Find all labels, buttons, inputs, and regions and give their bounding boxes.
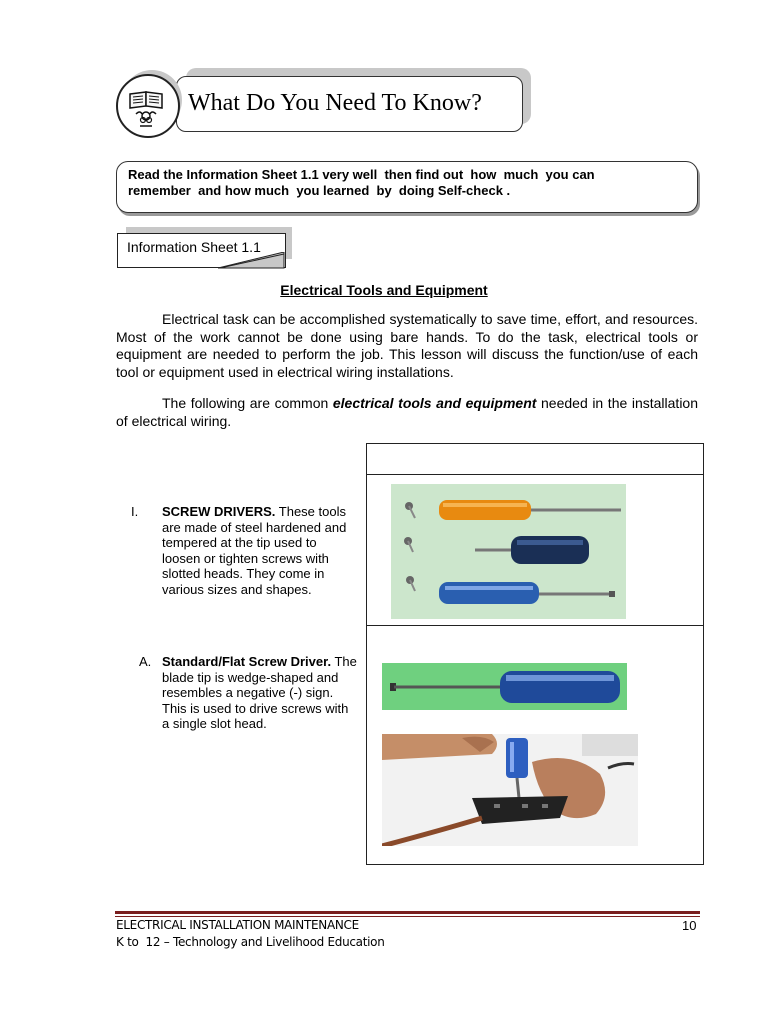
table-row-divider	[366, 474, 704, 475]
flat-screwdriver-photo	[382, 663, 627, 710]
screwdriver-usage-photo	[382, 734, 638, 846]
page-title: What Do You Need To Know?	[188, 90, 482, 116]
item-heading: Standard/Flat Screw Driver.	[162, 654, 332, 669]
page-number: 10	[682, 918, 697, 933]
common-tools-paragraph	[116, 395, 698, 430]
section-title: Electrical Tools and Equipment	[280, 282, 488, 298]
item-body: These tools are made of steel hardened and tempered at the tip used to loosen or tighten screws with slotted heads. They come in various sizes and shapes.	[162, 504, 347, 597]
item-marker: A.	[139, 654, 152, 669]
reading-person-icon	[116, 74, 180, 138]
screw-drivers-description	[162, 504, 358, 597]
instruction-text	[128, 167, 688, 199]
item-body: The blade tip is wedge-shaped and resembles a negative (-) sign. This is used to drive screws with a single slot head.	[162, 654, 357, 731]
footer-rule	[115, 916, 700, 917]
instruction-line-2: remember and how much you learned by doing Self-check .	[128, 183, 511, 198]
table-row-divider	[366, 625, 704, 626]
flat-screwdriver-description	[162, 654, 358, 732]
info-sheet-label: Information Sheet 1.1	[127, 239, 261, 255]
instruction-line-1: Read the Information Sheet 1.1 very well then find out how much you can	[128, 167, 595, 182]
screwdrivers-photo	[391, 484, 626, 619]
intro-paragraph: Electrical task can be accomplished systematically to save time, effort, and resources. Most of the work cannot be done using bare hands. To do the task, electrical tools or equipment are needed to perform the job. This lesson will discuss the function/use of each tool or equipment used in electrical wiring installations.	[116, 311, 698, 380]
footer-course-title: ELECTRICAL INSTALLATION MAINTENANCE	[116, 918, 359, 932]
footer-program: K to 12 – Technology and Livelihood Education	[116, 935, 385, 949]
para2-start: The following are common	[162, 395, 333, 411]
footer-rule	[115, 911, 700, 914]
item-marker: I.	[131, 504, 139, 519]
para2-end: needed in the installation of electrical wiring.	[116, 395, 698, 429]
item-heading: SCREW DRIVERS.	[162, 504, 276, 519]
para2-emphasis: electrical tools and equipment	[332, 395, 537, 411]
